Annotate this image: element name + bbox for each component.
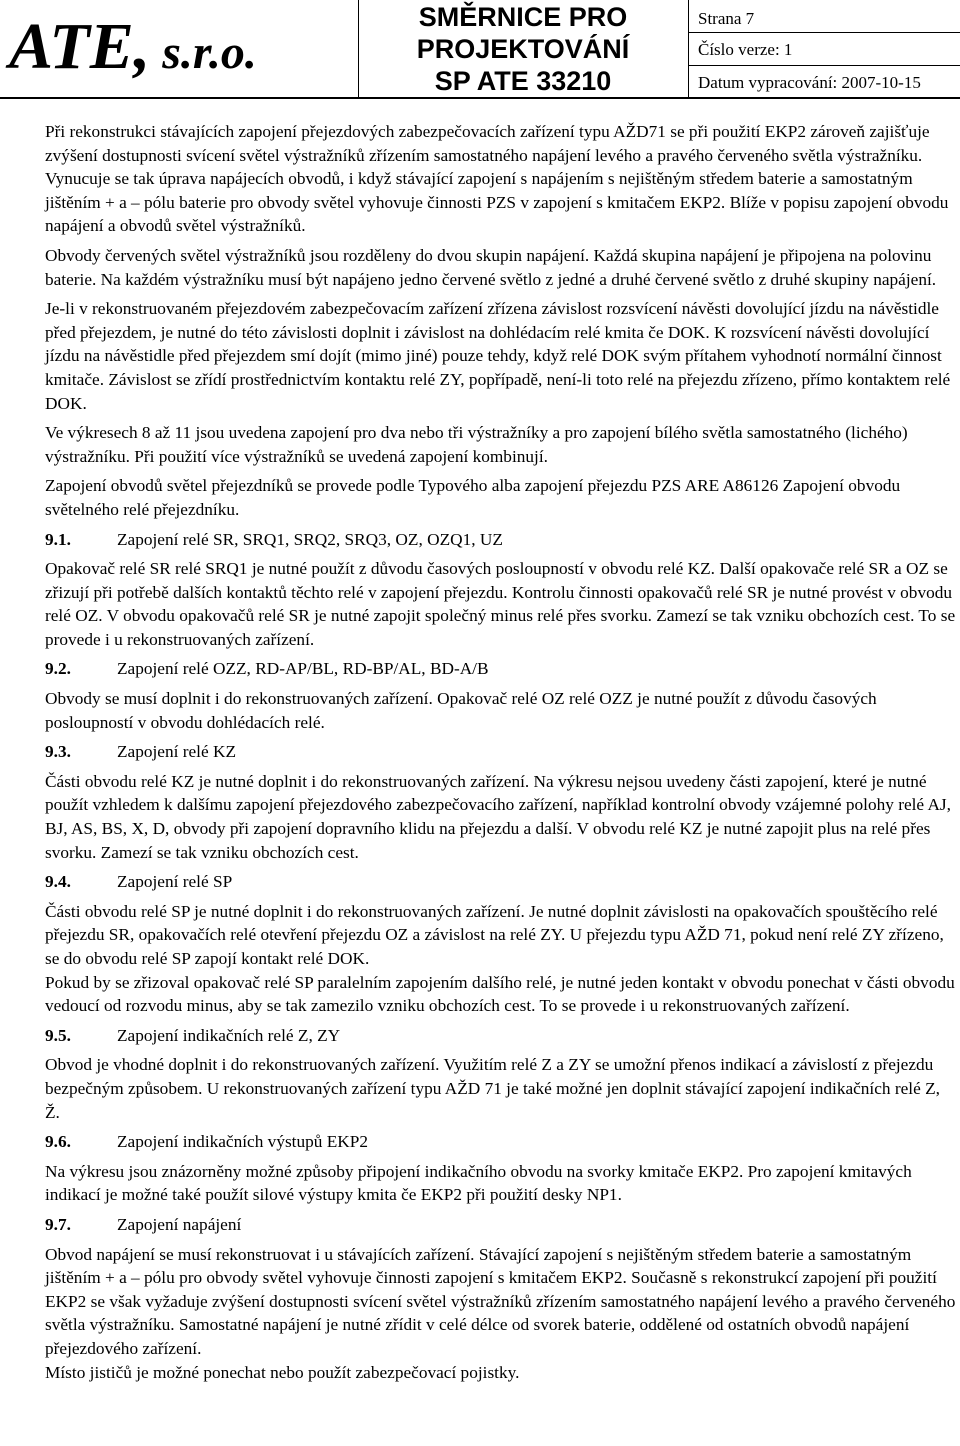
section-heading-9-7 — [45, 1213, 957, 1237]
section-heading-9-6 — [45, 1130, 957, 1154]
document-body — [45, 120, 957, 1384]
version-number: Číslo verze: 1 — [688, 33, 960, 66]
page-number: Strana 7 — [688, 0, 960, 33]
section-text-9-1: Opakovač relé SR relé SRQ1 je nutné použít z důvodu časových posloupností v obvodu relé KZ. Další opakovače relé SR a OZ se zřizují při potřebě dalších kontaktů těchto relé v zapojení přejezdu. Kontrolu činnosti opakovačů relé SR je nutné provést v obvodu relé OZ. V obvodu opakovačů relé SR je nutné zapojit společný minus relé přes svorku. Zamezí se tak vzniku obchozích cest. To se provede i u rekonstruovaných zařízení. — [45, 559, 956, 649]
section-text-9-7-b: Místo jističů je možné ponechat nebo použít zabezpečovací pojistky. — [45, 1362, 520, 1382]
issue-date: Datum vypracování: 2007-10-15 — [698, 73, 921, 92]
section-text-9-6: Na výkresu jsou znázorněny možné způsoby připojení indikačního obvodu na svorky kmitače EKP2. Pro zapojení kmitavých indikací je možné také použít silové výstupy kmita če EKP2 při použití desky NP1. — [45, 1161, 912, 1205]
section-heading-9-4 — [45, 870, 957, 894]
document-meta-cell — [688, 0, 960, 98]
section-number: 9.7. — [45, 1214, 71, 1234]
logo-cell — [0, 0, 359, 98]
document-title-line-2: PROJEKTOVÁNÍ — [416, 34, 630, 64]
paragraph-drawings: Ve výkresech 8 až 11 jsou uvedena zapojení pro dva nebo tři výstražníky a pro zapojení bílého světla samostatného (lichého) výstražníku. Při použití více výstražníků se uvedená zapojení kombinují. — [45, 423, 908, 466]
section-number: 9.5. — [45, 1025, 71, 1045]
paragraph-dok-dependency: Je-li v rekonstruovaném přejezdovém zabezpečovacím zařízení zřízena závislost rozsvícení návěsti dovolující jízdu na návěstidle před přejezdem, je nutné do této závislosti doplnit i závislost na dohlédacím relé kmita če DOK. K rozsvícení návěsti dovolující jízdu na návěstidle před přejezdem smí dojít (mimo jiné) pouze tehdy, když relé DOK svým přítahem vyhodnotí normální činnost kmitače. Závislost se zřídí prostřednictvím kontaktu relé ZY, popřípadě, není-li toto relé na přejezdu zřízeno, přímo kontaktem relé DOK. — [45, 299, 951, 413]
section-number: 9.3. — [45, 742, 71, 762]
section-title: Zapojení napájení — [117, 1214, 242, 1234]
header-divider — [0, 97, 960, 99]
section-heading-9-2 — [45, 657, 957, 681]
document-title-cell — [358, 0, 689, 98]
document-code: SP ATE 33210 — [434, 66, 612, 96]
section-heading-9-3 — [45, 740, 957, 764]
logo-main: ATE, — [9, 10, 151, 83]
section-title: Zapojení relé SR, SRQ1, SRQ2, SRQ3, OZ, OZQ1, UZ — [117, 529, 503, 549]
document-title-line-1: SMĚRNICE PRO — [418, 2, 628, 32]
paragraph-red-lights: Obvody červených světel výstražníků jsou rozděleny do dvou skupin napájení. Každá skupina napájení je připojena na polovinu baterie. Na každém výstražníku musí být napájeno jedno červené světlo z jedné a druhé červené světlo z druhé skupiny napájení. — [45, 245, 937, 289]
section-text-9-2: Obvody se musí doplnit i do rekonstruovaných zařízení. Opakovač relé OZ relé OZZ je nutné použít z důvodu časových posloupností v obvodu dohlédacích relé. — [45, 689, 877, 732]
section-heading-9-1 — [45, 528, 957, 552]
paragraph-intro: Při rekonstrukci stávajících zapojení přejezdových zabezpečovacích zařízení typu AŽD71 se při použití EKP2 zároveň zajišťuje zvýšení dostupnosti svícení světel výstražníků zřízením samostatného napájení levého a pravého červeného světla výstražníku. Vynucuje se tak úprava napájecích obvodů, i když stávající zapojení s napájením s nejištěným středem baterie a samostatným jištěním + a – pólu baterie pro obvody světel vyhovuje činnosti PZS v zapojení s kmitačem EKP2. Blíže v popisu zapojení obvodu napájení a obvodů světel výstražníků. — [45, 122, 949, 236]
section-number: 9.4. — [45, 872, 71, 892]
section-title: Zapojení relé SP — [117, 872, 233, 892]
section-number: 9.6. — [45, 1132, 71, 1152]
section-title: Zapojení indikačních relé Z, ZY — [117, 1025, 341, 1045]
section-text-9-7-a: Obvod napájení se musí rekonstruovat i u stávajících zařízení. Stávající zapojení s nejištěným středem baterie a samostatným jištěním + a – pólu pro obvody světel vyhovuje činnosti zapojení s kmitačem EKP2. Současně s rekonstrukcí zapojení při použití EKP2 se však vyžaduje zvýšení dostupnosti svícení světel výstražníků zřízením samostatného napájení levého a pravého červeného světla výstražníku. Samostatné napájení je nutné zřídit v celé délce od svorek baterie, oddělené od ostatních obvodů napájení přejezdového zařízení. — [45, 1244, 956, 1358]
page-header — [0, 0, 960, 98]
logo-suffix: s.r.o. — [150, 26, 257, 79]
section-heading-9-5 — [45, 1024, 957, 1048]
section-text-9-3: Části obvodu relé KZ je nutné doplnit i do rekonstruovaných zařízení. Na výkresu nejsou uvedeny části zapojení, které je nutné použít vzhledem k dalšímu zapojení přejezdového zabezpečovacího zařízení, například kontrolní obvody vzájemné polohy relé AJ, BJ, AS, BS, X, D, obvody při zapojení dopravního klidu na přejezdu a další. V obvodu relé KZ je nutné zapojit plus na relé přes svorku. Zamezí se tak vzniku obchozích cest. — [45, 771, 951, 862]
section-number: 9.1. — [45, 529, 71, 549]
section-text-9-4-b: Pokud by se zřizoval opakovač relé SP paralelním zapojením dalšího relé, je nutné jeden kontakt v obvodu ponechat v části obvodu vedoucí od rozvodu minus, aby se tak zamezilo vzniku obchozích cest. To se provede i u rekonstruovaných zařízení. — [45, 972, 955, 1016]
company-logo — [9, 10, 257, 83]
section-number: 9.2. — [45, 659, 71, 679]
section-title: Zapojení relé OZZ, RD-AP/BL, RD-BP/AL, BD-A/B — [117, 659, 489, 679]
section-text-9-4-a: Části obvodu relé SP je nutné doplnit i do rekonstruovaných zařízení. Je nutné doplnit závislosti na opakovačích spouštěcího relé přejezdu SR, opakovačích relé otevření přejezdu OZ a závislost na relé ZY. U přejezdu typu AŽD 71, pokud není relé ZY zřízeno, se do obvodu relé SP zapojí kontakt relé DOK. — [45, 901, 944, 968]
section-title: Zapojení indikačních výstupů EKP2 — [117, 1132, 369, 1152]
paragraph-crossing-signals: Zapojení obvodů světel přejezdníků se provede podle Typového alba zapojení přejezdu PZS ARE A86126 Zapojení obvodu světelného relé přejezdníku. — [45, 476, 901, 519]
section-title: Zapojení relé KZ — [117, 742, 236, 762]
section-text-9-5: Obvod je vhodné doplnit i do rekonstruovaných zařízení. Využitím relé Z a ZY se umožní přenos indikací a závislostí z přejezdu bezpečným způsobem. U rekonstruovaných zařízení typu AŽD 71 je také možné jen doplnit stávající zapojení indikačních relé Z, Ž. — [45, 1055, 940, 1122]
